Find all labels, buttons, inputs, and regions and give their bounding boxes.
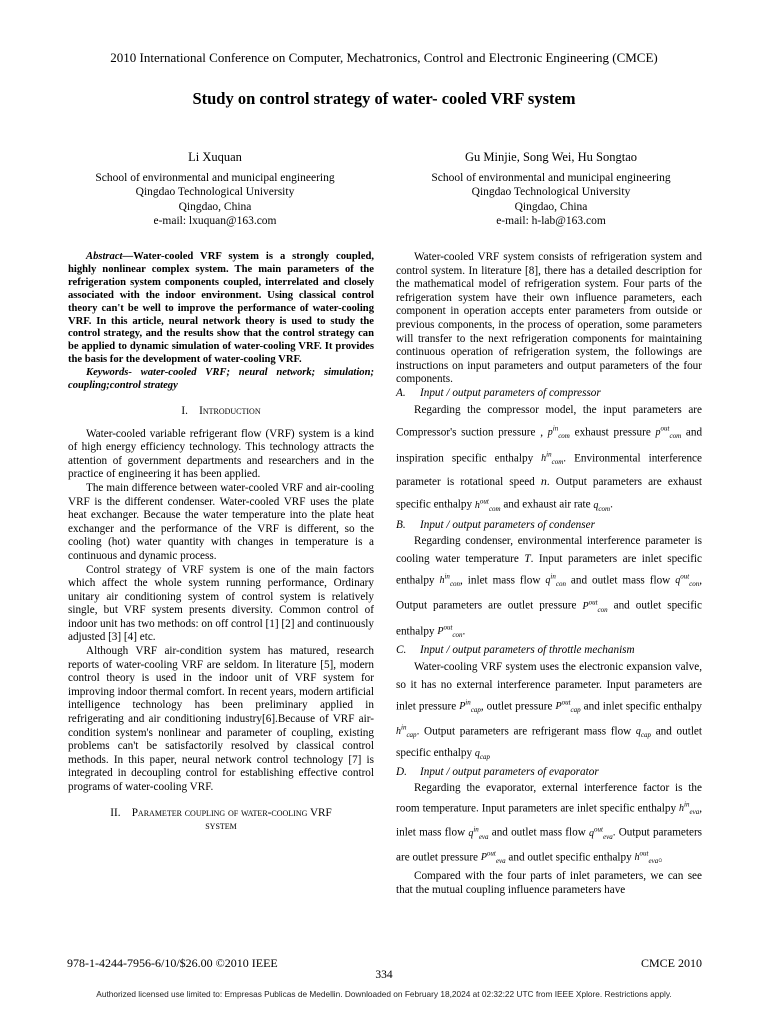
author-affiliation: School of environmental and municipal engineering <box>431 171 671 184</box>
abstract-text: —Water-cooled VRF system is a strongly coupled, highly nonlinear complex system. The main parameters of the refrigeration system components coupled, interrelated and closely associated with the indoor environment. Using classical control theory can't be well to improve the performance of water-cooling VRF. In this article, neural network theory is used to study the control strategy, and the results show that the control strategy can be applied to dynamic simulation of water-cooling VRF. It provides the basis for the development of water-cooling VRF. <box>68 251 374 366</box>
abstract <box>68 251 374 367</box>
subsection-heading-c: C. Input / output parameters of throttle mechanism <box>396 644 635 657</box>
paragraph-compressor: Regarding the compressor model, the input parameters are Compressor's suction pressure , $p^{in}_{com}$ exhaust pressure $p^{out}_{com}$ and inspiration specific enthalpy $h^{in}_{com}$. Environmental interference parameter is rotational speed n. Output parameters are exhaust specific enthalpy $h^{out}_{com}$ and exhaust air rate $q_{com}$. <box>396 403 703 513</box>
subsection-heading-a: A. Input / output parameters of compressor <box>396 386 601 399</box>
abstract-label: Abstract <box>86 251 123 262</box>
section-number: II. <box>110 806 121 819</box>
subsection-heading-b: B. Input / output parameters of condenser <box>396 518 595 531</box>
left-column <box>68 251 374 842</box>
author-location: Qingdao, China <box>178 200 252 213</box>
paragraph: Control strategy of VRF system is one of the main factors which affect the whole system running performance, Ordinary unitary air conditioning system of control system is relatively single, but VRF system presents diversity. Common control of indoor unit has two methods: on off control [1] [2] and continuously adjusted [3] [4] etc. <box>68 563 374 644</box>
section-heading-parameter-coupling <box>68 807 374 833</box>
license-notice: Authorized licensed use limited to: Empresas Publicas de Medellin. Downloaded on February 18,2024 at 02:32:22 UTC from IEEE Xplore. Restrictions apply. <box>96 989 672 999</box>
author-email: e-mail: lxuquan@163.com <box>153 215 277 227</box>
keywords: Keywords- water-cooled VRF; neural network; simulation; coupling;control strategy <box>68 367 374 392</box>
paragraph: Compared with the four parts of inlet parameters, we can see that the mutual coupling influence parameters have <box>396 869 702 896</box>
paragraph: Although VRF air-condition system has matured, research reports of water-cooling VRF are seldom. In literature [5], modern control theory is used in the indoor unit of VRF system for improving indoor thermal comfort. In recent years, modern artificial intelligence technology has been preliminary applied in refrigerating and air conditioning industry[6].Because of VRF air-condition system's nonlinear and parameter of coupling, existing problems can't be satisfactorily resolved by classical control methods. In this paper, neural network control technology [7] is integrated in decoupling control for establishing effective control programs of water-cooling VRF. <box>68 645 374 793</box>
right-column <box>396 251 702 897</box>
section-title-cont: system <box>205 819 237 832</box>
author-block-2 <box>396 150 706 229</box>
author-university: Qingdao Technological University <box>471 186 631 198</box>
paragraph: Water-cooled VRF system consists of refrigeration system and control system. In literature [8], there has a detailed description for the mathematical model of refrigeration system. Four parts of the refrigeration system have their own influence parameters, each component in operation accepts enter parameters from outside or previous components, in the process of operation, some parameters will transfer to the next refrigeration components for maintaining continuous operation of refrigeration system, the followings are instructions on input parameters and output parameters of the four components. <box>396 251 702 386</box>
section-heading-introduction <box>68 405 374 419</box>
author-name: Li Xuquan <box>188 150 242 164</box>
paragraph: The main difference between water-cooled VRF and air-cooling VRF is the different condenser. Water-cooled VRF uses the plate heat exchanger. Because the water temperature into the plate heat exchanger and the performance of the VRF is different, so the cooling (hot) water quantity with changes in temperature is a continuous and dynamic process. <box>68 481 374 562</box>
conference-short: CMCE 2010 <box>640 956 702 970</box>
page-number: 334 <box>375 969 393 981</box>
conference-header: 2010 International Conference on Computer, Mechatronics, Control and Electronic Engineering (CMCE) <box>110 50 658 65</box>
paragraph-evaporator: Regarding the evaporator, external interference factor is the room temperature. Input parameters are inlet specific enthalpy $h^{in}_{eva}$, inlet mass flow $q^{in}_{eva}$ and outlet mass flow $q^{out}_{eva}$. Output parameters are outlet pressure $P^{out}_{eva}$ and outlet specific enthalpy $h^{out}_{eva}$。 <box>396 781 703 865</box>
author-email: e-mail: h-lab@163.com <box>496 215 606 227</box>
section-title: Parameter coupling of water-cooling VRF <box>131 806 332 819</box>
paragraph: Water-cooled variable refrigerant flow (VRF) system is a kind of high energy efficiency technology. This technology attracts the attention of government departments and researchers and in the practice of engineering it has been applied. <box>68 427 374 481</box>
paragraph-condenser: Regarding condenser, environmental interference parameter is cooling water temperature T. Input parameters are inlet specific enthalpy $h^{in}_{con}$, inlet mass flow $q^{in}_{con}$ and outlet mass flow $q^{out}_{con}$, Output parameters are outlet pressure $P^{out}_{con}$ and outlet specific enthalpy $P^{out}_{con}$. <box>396 535 703 640</box>
author-location: Qingdao, China <box>514 200 588 213</box>
author-university: Qingdao Technological University <box>135 186 295 198</box>
subsection-heading-d: D. Input / output parameters of evaporator <box>396 766 599 779</box>
author-affiliation: School of environmental and municipal engineering <box>95 171 335 184</box>
copyright-line: 978-1-4244-7956-6/10/$26.00 ©2010 IEEE <box>67 956 278 970</box>
paragraph-throttle: Water-cooling VRF system uses the electronic expansion valve, so it has no external interference parameter. Input parameters are inlet pressure $P^{in}_{cap}$, outlet pressure $P^{out}_{cap}$ and inlet specific enthalpy $h^{in}_{cap}$. Output parameters are refrigerant mass flow $q_{cap}$ and outlet specific enthalpy $q_{cap}$ <box>396 660 703 762</box>
section-number: I. <box>181 404 188 417</box>
section-title: Introduction <box>199 404 261 417</box>
author-block-1 <box>60 150 370 229</box>
paper-title: Study on control strategy of water- cooled VRF system <box>192 89 576 108</box>
author-name: Gu Minjie, Song Wei, Hu Songtao <box>464 150 638 164</box>
